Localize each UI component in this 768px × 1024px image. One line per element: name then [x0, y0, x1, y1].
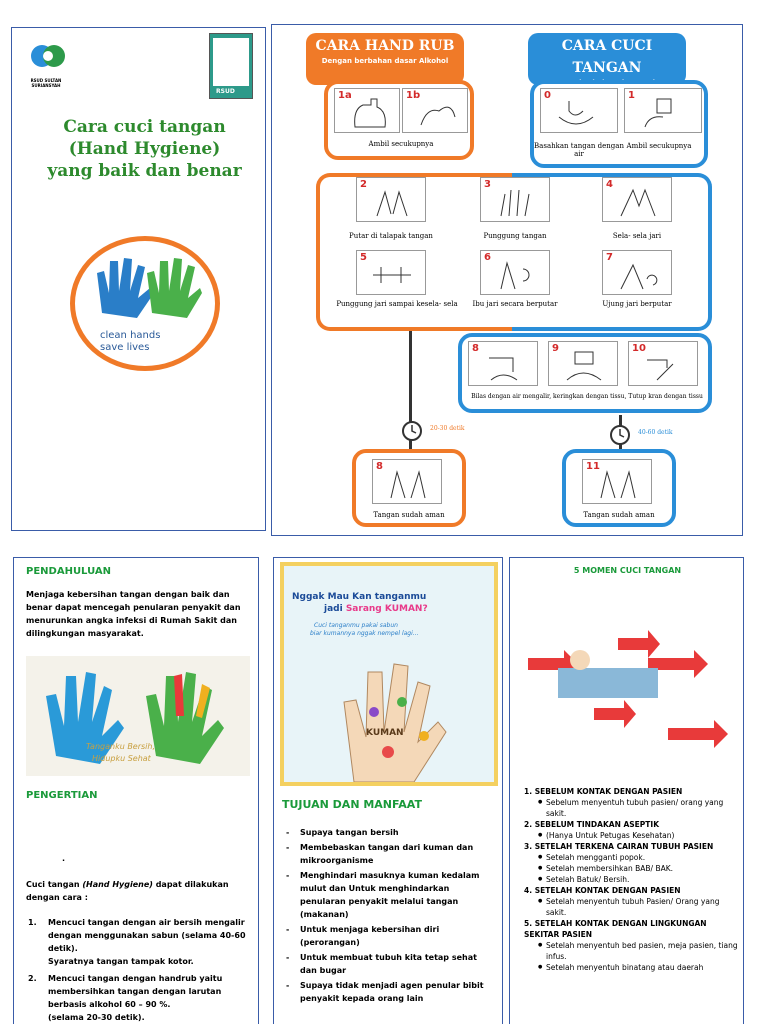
step-8: 8: [468, 341, 538, 386]
step-8-done: 8: [372, 459, 442, 504]
spacer-dot: .: [62, 854, 66, 863]
method-2-note: (selama 20-30 detik).: [48, 1013, 145, 1022]
step-4-caption: Sela- sela jari: [612, 232, 662, 240]
moment-4: 4. SETELAH KONTAK DENGAN PASIEN: [524, 886, 681, 895]
hands-print-image: [26, 656, 250, 776]
def-part-1: Cuci tangan: [26, 880, 83, 889]
moment-4-detail: ● Setelah menyentuh tubuh Pasien/ Orang yang sakit.: [524, 896, 740, 918]
poster-line-2: jadi Sarang KUMAN?: [324, 604, 428, 614]
step-4: 4: [602, 177, 672, 222]
purpose-item: - Supaya tangan bersih: [282, 826, 496, 839]
timer-icon: [608, 423, 632, 447]
moment-5-detail: ● Setelah menyentuh binatang atau daerah: [524, 962, 740, 973]
handwash-done-caption: Tangan sudah aman: [583, 511, 655, 519]
moment-3: 3. SETELAH TERKENA CAIRAN TUBUH PASIEN: [524, 842, 714, 851]
poster-line-1: Nggak Mau Kan tanganmu: [292, 592, 427, 602]
moment-5: 5. SETELAH KONTAK DENGAN LINGKUNGAN SEKITAR PASIEN: [524, 919, 707, 939]
hands-icon: [92, 253, 202, 323]
step-6: 6: [480, 250, 550, 295]
purpose-panel: [273, 557, 503, 1024]
step-0-caption: Basahkan tangan dengan air: [534, 142, 624, 158]
moment-2-detail: ● (Hanya Untuk Petugas Kesehatan): [524, 830, 740, 841]
step-2: 2: [356, 177, 426, 222]
accreditation-logo: [209, 33, 253, 99]
title-line-1: Cara cuci tangan: [63, 117, 226, 137]
step-9: 9: [548, 341, 618, 386]
germ-poster: [280, 562, 498, 786]
hand-icon: [417, 97, 459, 129]
moment-1-detail: ● Sebelum menyentuh tubuh pasien/ orang yang sakit.: [524, 797, 740, 819]
org-name: RSUD SULTAN SURIANSYAH: [30, 78, 62, 88]
fingertip-icon: [617, 259, 659, 291]
logo-text-1: clean hands: [100, 330, 161, 341]
handrub-title: CARA HAND RUB: [315, 38, 455, 54]
method-1-text: Mencuci tangan dengan air bersih mengalir dengan menggunakan sabun (selama 40-60 detik).: [48, 918, 246, 953]
hand-icon: [349, 97, 391, 129]
title-line-2: (Hand Hygiene): [68, 139, 221, 159]
cover-title: [32, 116, 257, 182]
method-1-note: Syaratnya tangan tampak kotor.: [48, 957, 194, 966]
step-1: 1: [624, 88, 702, 133]
clean-hands-icon: [597, 468, 639, 500]
image-text-2: Hidupku Sehat: [92, 754, 151, 763]
thumb-rotate-icon: [495, 259, 537, 291]
five-moments-diagram: [528, 608, 734, 748]
method-1-number: 1.: [28, 918, 37, 927]
hospital-logo: [26, 42, 70, 74]
tap-icon: [483, 350, 525, 382]
handwash-header: [528, 33, 686, 85]
finger-lock-icon: [371, 259, 413, 291]
moments-panel: [509, 557, 744, 1024]
interlace-icon: [617, 186, 659, 218]
moment-2: 2. SEBELUM TINDAKAN ASEPTIK: [524, 820, 660, 829]
purpose-item: - Untuk menjaga kebersihan diri (perorangan): [282, 923, 496, 949]
handwash-done-box: [562, 449, 676, 527]
timer-icon: [400, 419, 424, 443]
back-hand-icon: [495, 186, 537, 218]
handrub-done-box: [352, 449, 466, 527]
method-2-text: Mencuci tangan dengan handrub yaitu membersihkan tangan dengan larutan berbasis alkohol 60 – 90 %.: [48, 974, 223, 1009]
moments-list: [524, 786, 740, 973]
palm-rub-icon: [371, 186, 413, 218]
intro-heading: PENDAHULUAN: [26, 566, 111, 577]
step-1-caption: Ambil secukupnya: [368, 140, 434, 148]
purpose-item: - Menghindari masuknya kuman kedalam mulut dan Untuk menghindarkan penularan penyakit melalui tangan (makanan): [282, 869, 496, 921]
definition-heading: PENGERTIAN: [26, 790, 98, 801]
step-11-done: 11: [582, 459, 652, 504]
moment-3-detail: ● Setelah membersihkan BAB/ BAK.: [524, 863, 740, 874]
handwash-duration: 40-60 detik: [638, 429, 673, 436]
purpose-item: - Supaya tidak menjadi agen penular bibit penyakit kepada orang lain: [282, 979, 496, 1005]
germy-hand-icon: [314, 642, 474, 782]
handrub-duration: 20-30 detik: [430, 425, 465, 432]
handrub-step-1-box: [324, 80, 474, 160]
moments-heading: 5 MOMEN CUCI TANGAN: [573, 566, 682, 575]
step-5: 5: [356, 250, 426, 295]
clean-hands-logo: [62, 228, 232, 378]
moment-5-detail: ● Setelah menyentuh bed pasien, meja pasien, tiang infus.: [524, 940, 740, 962]
step-3-caption: Punggung tangan: [483, 232, 547, 240]
def-part-3: dapat dilakukan dengan cara :: [26, 880, 229, 902]
moment-1: 1. SEBELUM KONTAK DENGAN PASIEN: [524, 787, 683, 796]
poster-line-3: Cuci tanganmu pakai sabun: [314, 622, 398, 629]
title-line-3: yang baik dan benar: [47, 161, 242, 181]
poster-line-4: biar kumannya nggak nempel lagi...: [310, 630, 419, 637]
close-tap-icon: [643, 350, 685, 382]
handrub-header: [306, 33, 464, 85]
cover-panel: [11, 27, 266, 531]
purpose-item: - Membebaskan tangan dari kuman dan mikroorganisme: [282, 841, 496, 867]
def-part-2: (Hand Hygiene): [82, 880, 153, 889]
purpose-item: - Untuk membuat tubuh kita tetap sehat dan bugar: [282, 951, 496, 977]
germ-label: KUMAN: [366, 728, 404, 738]
handwash-title: CARA CUCI TANGAN: [561, 38, 653, 76]
purpose-heading: TUJUAN DAN MANFAAT: [282, 798, 422, 811]
step-1w-caption: Ambil secukupnya: [626, 142, 692, 150]
steps-guide-panel: [271, 24, 743, 536]
step-7: 7: [602, 250, 672, 295]
handwash-step-0-1-box: [530, 80, 708, 168]
handrub-done-caption: Tangan sudah aman: [373, 511, 445, 519]
purpose-list: [282, 826, 496, 1007]
tissue-icon: [563, 350, 605, 382]
clean-hands-icon: [387, 468, 429, 500]
step-0: 0: [540, 88, 618, 133]
moment-3-detail: ● Setelah mengganti popok.: [524, 852, 740, 863]
badge-label: RSUD: [216, 88, 235, 95]
step-6-caption: Ibu jari secara berputar: [472, 300, 558, 308]
method-1: [28, 916, 250, 968]
method-2: [28, 972, 250, 1024]
intro-panel: [13, 557, 259, 1024]
method-2-number: 2.: [28, 974, 37, 983]
definition-text: [26, 878, 248, 904]
intro-text: Menjaga kebersihan tangan dengan baik dan benar dapat mencegah penularan penyakit dan menurunkan angka infeksi di Rumah Sakit dan dilingkungan masyarakat.: [26, 590, 241, 638]
step-2-caption: Putar di talapak tangan: [349, 232, 433, 240]
step-1a: 1a: [334, 88, 400, 133]
image-text-1: Tanganku Bersih,: [86, 742, 156, 751]
sink-icon: [555, 97, 597, 129]
step-7-caption: Ujung jari berputar: [602, 300, 672, 308]
step-5-caption: Punggung jari sampai kesela- sela: [336, 300, 458, 308]
moment-3-detail: ● Setelah Batuk/ Bersih.: [524, 874, 740, 885]
soap-dispenser-icon: [639, 97, 681, 129]
logo-text-2: save lives: [100, 342, 150, 353]
step-1b: 1b: [402, 88, 468, 133]
step-10: 10: [628, 341, 698, 386]
step-3: 3: [480, 177, 550, 222]
rinse-caption: Bilas dengan air mengalir, keringkan dengan tissu, Tutup kran dengan tissu: [471, 393, 703, 400]
handrub-subtitle: Dengan berbahan dasar Alkohol: [321, 57, 449, 65]
